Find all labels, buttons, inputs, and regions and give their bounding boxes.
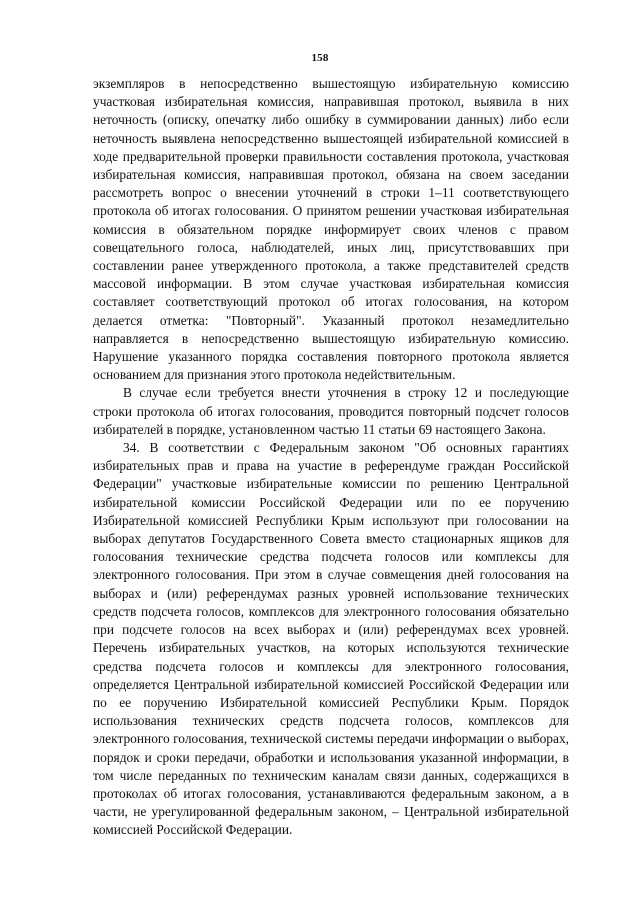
paragraph-item-34: 34. В соответствии с Федеральным законом "Об основных гарантиях избирательных прав и права на участие в референдуме граждан Российской Федерации" участковые избирательные комиссии по решению Центральной избирательной комиссии Российской Федерации или по ее поручению Избирательной комиссией Республики Крым используют при голосовании на выборах депутатов Государственного Совета вместо стационарных ящиков для голосования технические средства подсчета голосов или комплексы для электронного голосования. При этом в случае совмещения дней голосования на выборах и (или) референдумах разных уровней использование технических средств подсчета голосов, комплексов для электронного голосования обязательно при подсчете голосов на всех выборах и (или) референдумах всех уровней. Перечень избирательных участков, на которых используются технические средства подсчета голосов и комплексы для электронного голосования, определяется Центральной избирательной комиссией Российской Федерации или по ее поручению Избирательной комиссией Республики Крым. Порядок использования технических средств подсчета голосов, комплексов для электронного голосования, технической системы передачи информации о выборах, порядок и сроки передачи, обработки и использования указанной информации, в том числе переданных по техническим каналам связи данных, содержащихся в протоколах об итогах голосования, устанавливаются федеральным законом, а в части, не урегулированной федеральным законом, – Центральной избирательной комиссией Российской Федерации. [93,440,569,838]
paragraph-continuation: экземпляров в непосредственно вышестоящую избирательную комиссию участковая избирательная комиссия, направившая протокол, выявила в них неточность (описку, опечатку либо ошибку в суммировании данных) либо если неточность выявлена непосредственно вышестоящей избирательной комиссией в ходе предварительной проверки правильности составления протокола, участковая избирательная комиссия, направившая протокол, обязана на своем заседании рассмотреть вопрос о внесении уточнений в строки 1–11 соответствующего протокола об итогах голосования. О принятом решении участковая избирательная комиссия в обязательном порядке информирует своих членов с правом совещательного голоса, наблюдателей, иных лиц, присутствовавших при составлении ранее утвержденного протокола, а также представителей средств массовой информации. В этом случае участковая избирательная комиссия составляет соответствующий протокол об итогах голосования, на котором делается отметка: "Повторный". Указанный протокол незамедлительно направляется в непосредственно вышестоящую избирательную комиссию. Нарушение указанного порядка составления повторного протокола является основанием для признания этого протокола недействительным. [93,76,569,383]
page-number: 158 [311,52,329,64]
body-text [93,75,569,840]
paragraph-recount: В случае если требуется внести уточнения в строку 12 и последующие строки протокола об итогах голосования, проводится повторный подсчет голосов избирателей в порядке, установленном частью 11 статьи 69 настоящего Закона. [93,385,569,437]
